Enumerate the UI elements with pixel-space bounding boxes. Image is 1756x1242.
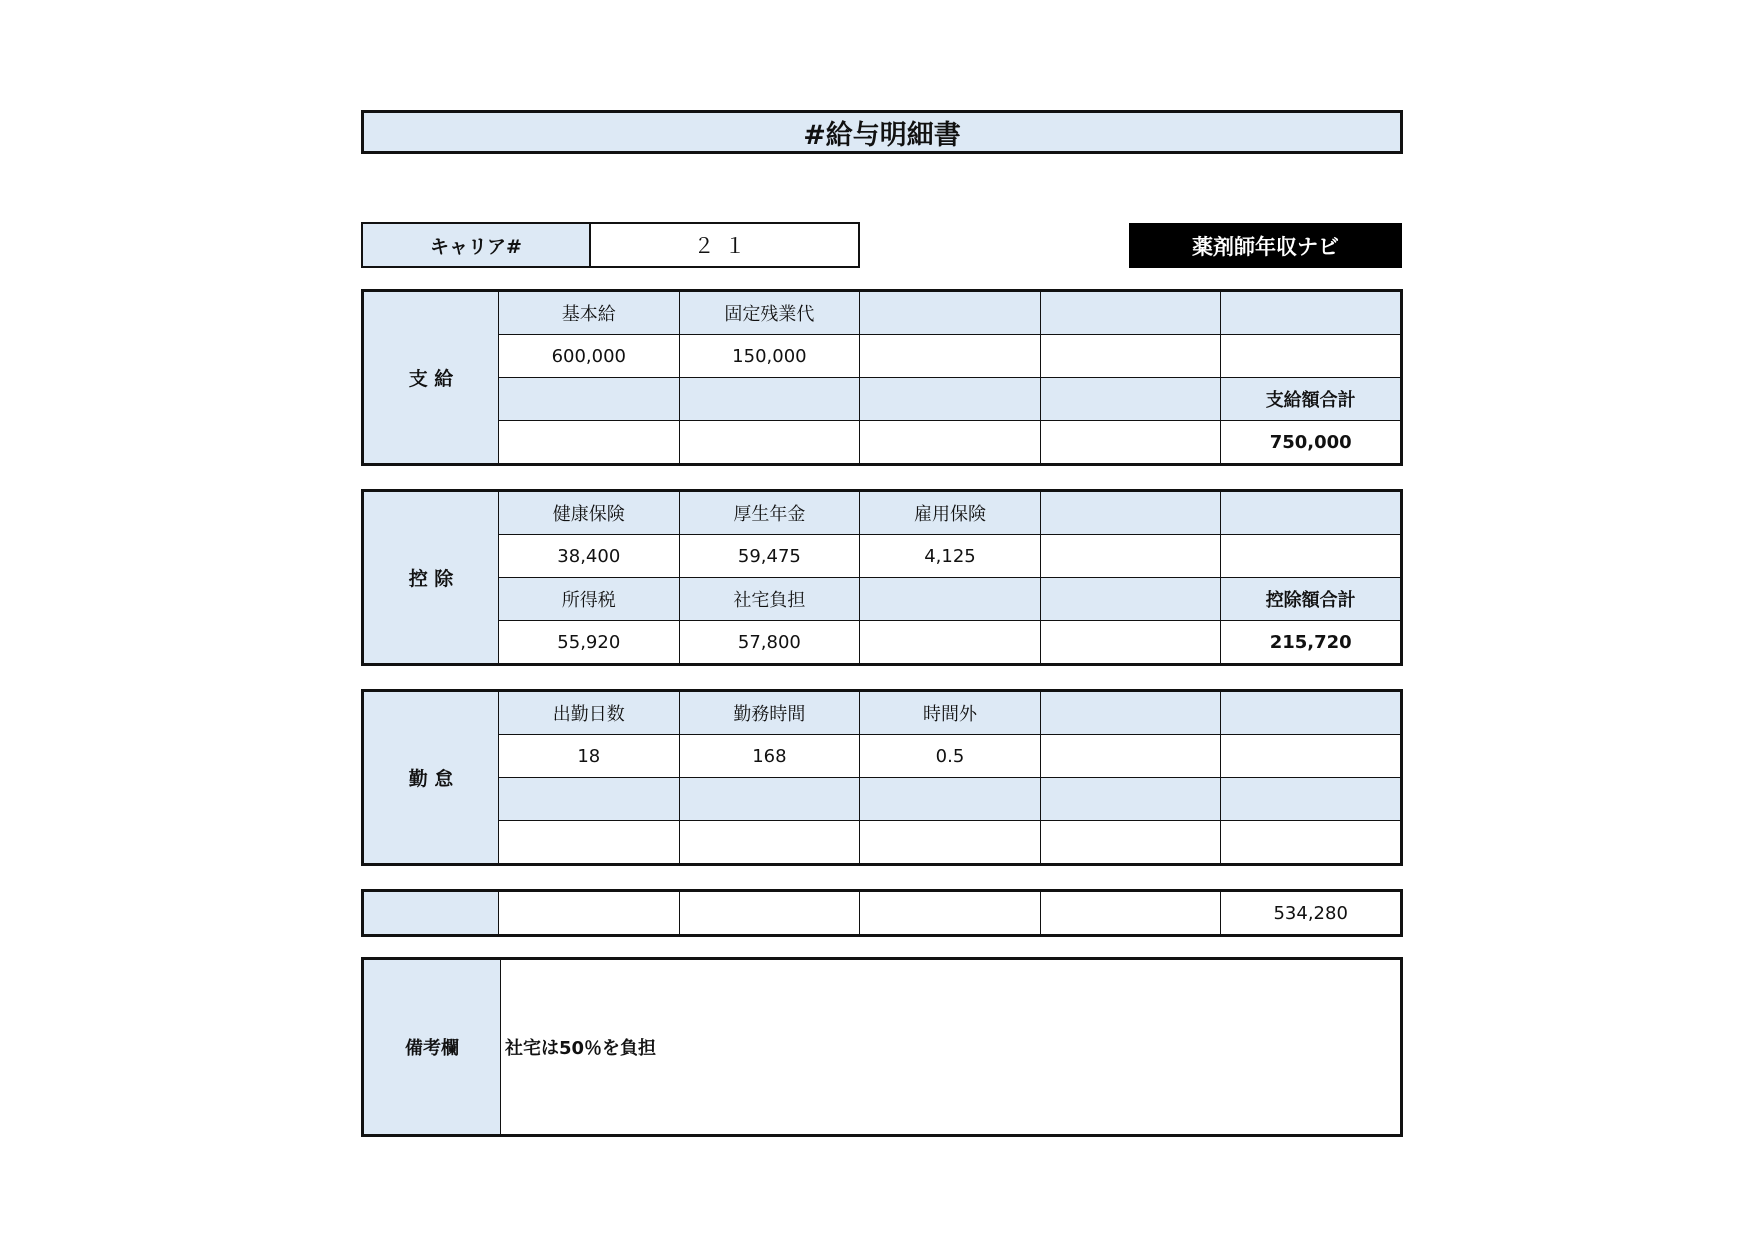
table-cell [679, 891, 860, 936]
table-cell [860, 621, 1041, 665]
table-cell [860, 335, 1041, 378]
table-cell: 所得税 [499, 578, 680, 621]
table-cell [1040, 335, 1221, 378]
table-cell: 健康保険 [499, 491, 680, 535]
brand-label: 薬剤師年収ナビ [1129, 223, 1402, 268]
table-cell [1040, 291, 1221, 335]
table-cell: 168 [679, 735, 860, 778]
table-cell [499, 421, 680, 465]
career-field [361, 222, 860, 268]
table-cell [679, 821, 860, 865]
table-cell: 600,000 [499, 335, 680, 378]
table-cell: 固定残業代 [679, 291, 860, 335]
table-cell [499, 891, 680, 936]
pay-total-label: 支給額合計 [1221, 378, 1402, 421]
remarks-label: 備考欄 [364, 960, 501, 1134]
table-cell [860, 778, 1041, 821]
table-cell [860, 291, 1041, 335]
deduction-total-label: 控除額合計 [1221, 578, 1402, 621]
table-cell: 55,920 [499, 621, 680, 665]
table-cell [1040, 535, 1221, 578]
table-cell: 4,125 [860, 535, 1041, 578]
pay-total-value: 750,000 [1221, 421, 1402, 465]
table-cell [860, 891, 1041, 936]
net-pay-label [363, 891, 499, 936]
table-cell: 0.5 [860, 735, 1041, 778]
table-cell: 雇用保険 [860, 491, 1041, 535]
table-cell: 38,400 [499, 535, 680, 578]
net-pay-section [361, 889, 1403, 937]
table-cell [860, 578, 1041, 621]
table-cell [499, 778, 680, 821]
table-cell: 社宅負担 [679, 578, 860, 621]
table-cell [1221, 491, 1402, 535]
table-cell [679, 778, 860, 821]
deduction-total-value: 215,720 [1221, 621, 1402, 665]
table-cell [1040, 821, 1221, 865]
table-cell [1221, 335, 1402, 378]
table-cell [499, 821, 680, 865]
table-cell: 勤務時間 [679, 691, 860, 735]
table-cell [499, 378, 680, 421]
table-cell [1040, 891, 1221, 936]
table-cell: 厚生年金 [679, 491, 860, 535]
table-cell: 18 [499, 735, 680, 778]
table-cell: 時間外 [860, 691, 1041, 735]
table-cell [1221, 535, 1402, 578]
table-cell [1221, 291, 1402, 335]
table-cell [1040, 621, 1221, 665]
career-label: キャリア# [363, 224, 591, 266]
table-cell [1221, 691, 1402, 735]
table-cell [1040, 578, 1221, 621]
career-value: ２１ [693, 234, 756, 258]
table-cell: 59,475 [679, 535, 860, 578]
table-cell: 出勤日数 [499, 691, 680, 735]
attendance-section [361, 689, 1403, 866]
table-cell [1221, 821, 1402, 865]
table-cell [1040, 691, 1221, 735]
table-cell [1221, 778, 1402, 821]
table-cell [860, 421, 1041, 465]
remarks-section [361, 957, 1403, 1137]
table-cell [679, 378, 860, 421]
table-cell: 57,800 [679, 621, 860, 665]
table-cell [860, 378, 1041, 421]
deduction-section [361, 489, 1403, 666]
table-cell [860, 821, 1041, 865]
table-cell: 基本給 [499, 291, 680, 335]
attendance-section-label: 勤 怠 [363, 691, 499, 865]
table-cell [1040, 378, 1221, 421]
net-pay-value: 534,280 [1221, 891, 1402, 936]
table-cell: 150,000 [679, 335, 860, 378]
table-cell [1221, 735, 1402, 778]
table-cell [1040, 735, 1221, 778]
deduction-section-label: 控 除 [363, 491, 499, 665]
pay-section-label: 支 給 [363, 291, 499, 465]
page-title: #給与明細書 [361, 110, 1403, 154]
table-cell [1040, 421, 1221, 465]
table-cell [679, 421, 860, 465]
table-cell [1040, 778, 1221, 821]
table-cell [1040, 491, 1221, 535]
pay-section [361, 289, 1403, 466]
remarks-text: 社宅は50％を負担 [505, 1038, 657, 1059]
